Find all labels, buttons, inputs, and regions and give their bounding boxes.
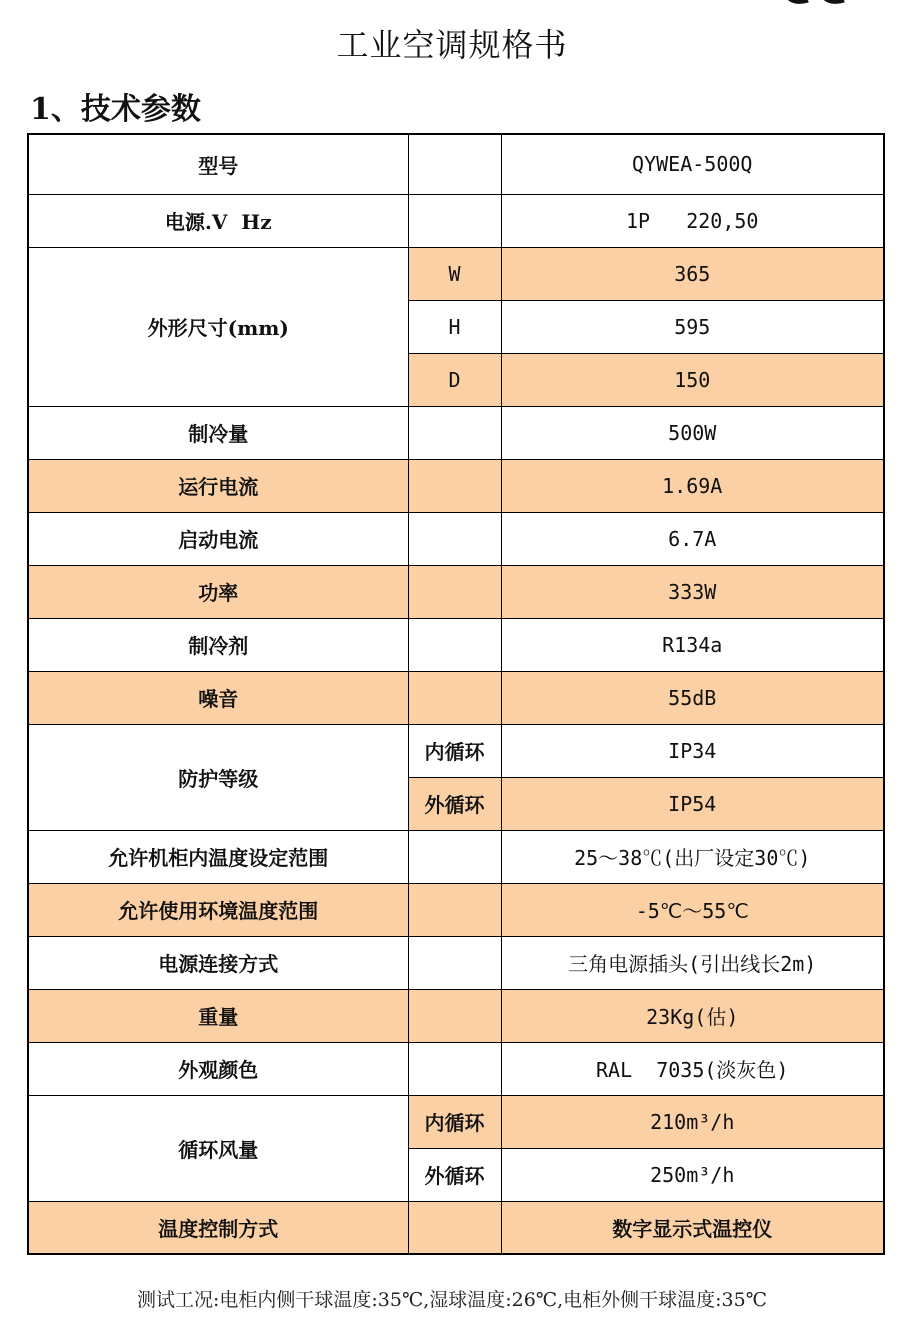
row-label: 型号 [28,134,408,194]
row-label: 允许机柜内温度设定范围 [28,830,408,883]
row-label: 防护等级 [28,724,408,830]
table-row-running-current [28,459,884,512]
empty-sub-cell [408,989,501,1042]
row-label: 允许使用环境温度范围 [28,883,408,936]
row-value: 500W [501,406,884,459]
row-value: 210m³/h [501,1095,884,1148]
test-conditions-note: 测试工况:电柜内侧干球温度:35℃,湿球温度:26℃,电柜外侧干球温度:35℃ [137,1289,767,1311]
table-row-ambient-temp-range [28,883,884,936]
table-row-model [28,134,884,194]
row-value: 三角电源插头(引出线长2m) [501,936,884,989]
empty-sub-cell [408,512,501,565]
sub-label: W [408,247,501,300]
row-value: R134a [501,618,884,671]
table-row-power [28,565,884,618]
spec-table [27,133,885,1255]
row-label [28,194,408,247]
row-value: 250m³/h [501,1148,884,1201]
empty-sub-cell [408,883,501,936]
section-heading: 1、技术参数 [30,92,201,127]
table-row-power-supply [28,194,884,247]
row-label: 噪音 [28,671,408,724]
table-row-dimension-w [28,247,884,300]
row-label: 制冷量 [28,406,408,459]
row-label: 制冷剂 [28,618,408,671]
sub-label: 内循环 [408,724,501,777]
sub-label: H [408,300,501,353]
sub-label: 外循环 [408,1148,501,1201]
row-label: 运行电流 [28,459,408,512]
row-value: 365 [501,247,884,300]
row-value: 25～38℃(出厂设定30℃) [501,830,884,883]
row-label: 循环风量 [28,1095,408,1201]
empty-sub-cell [408,671,501,724]
empty-sub-cell [408,565,501,618]
power-supply-value: 1P 220,50 [626,208,759,233]
row-label: 功率 [28,565,408,618]
brand-logo-fragment [774,0,864,10]
row-label: 外观颜色 [28,1042,408,1095]
empty-sub-cell [408,936,501,989]
row-value: -5℃～55℃ [501,883,884,936]
row-value: 6.7A [501,512,884,565]
table-row-cabinet-temp-range [28,830,884,883]
table-row-protection-inner [28,724,884,777]
row-label: 温度控制方式 [28,1201,408,1254]
table-row-weight [28,989,884,1042]
row-value [501,194,884,247]
table-row-airflow-inner [28,1095,884,1148]
table-row-temp-control [28,1201,884,1254]
empty-sub-cell [408,406,501,459]
row-value: 333W [501,565,884,618]
table-row-color [28,1042,884,1095]
row-value: IP54 [501,777,884,830]
empty-sub-cell [408,830,501,883]
row-value: QYWEA-500Q [501,134,884,194]
table-row-cooling-capacity [28,406,884,459]
sub-label: D [408,353,501,406]
row-value: IP34 [501,724,884,777]
power-supply-label: 电源.V Hz [164,210,272,234]
sub-label: 外循环 [408,777,501,830]
table-row-refrigerant [28,618,884,671]
row-value: 150 [501,353,884,406]
row-value: 1.69A [501,459,884,512]
row-value [501,1042,884,1095]
row-label: 重量 [28,989,408,1042]
document-title: 工业空调规格书 [336,26,568,64]
empty-sub-cell [408,1042,501,1095]
row-value: 595 [501,300,884,353]
row-label: 启动电流 [28,512,408,565]
table-row-starting-current [28,512,884,565]
empty-sub-cell [408,1201,501,1254]
table-row-power-connection [28,936,884,989]
row-value: 23Kg(估) [501,989,884,1042]
empty-sub-cell [408,134,501,194]
sub-label: 内循环 [408,1095,501,1148]
table-row-noise [28,671,884,724]
row-value: 数字显示式温控仪 [501,1201,884,1254]
row-label: 外形尺寸(mm) [28,247,408,406]
empty-sub-cell [408,459,501,512]
row-label: 电源连接方式 [28,936,408,989]
empty-sub-cell [408,194,501,247]
row-value: 55dB [501,671,884,724]
empty-sub-cell [408,618,501,671]
color-value: RAL 7035(淡灰色) [596,1058,789,1082]
